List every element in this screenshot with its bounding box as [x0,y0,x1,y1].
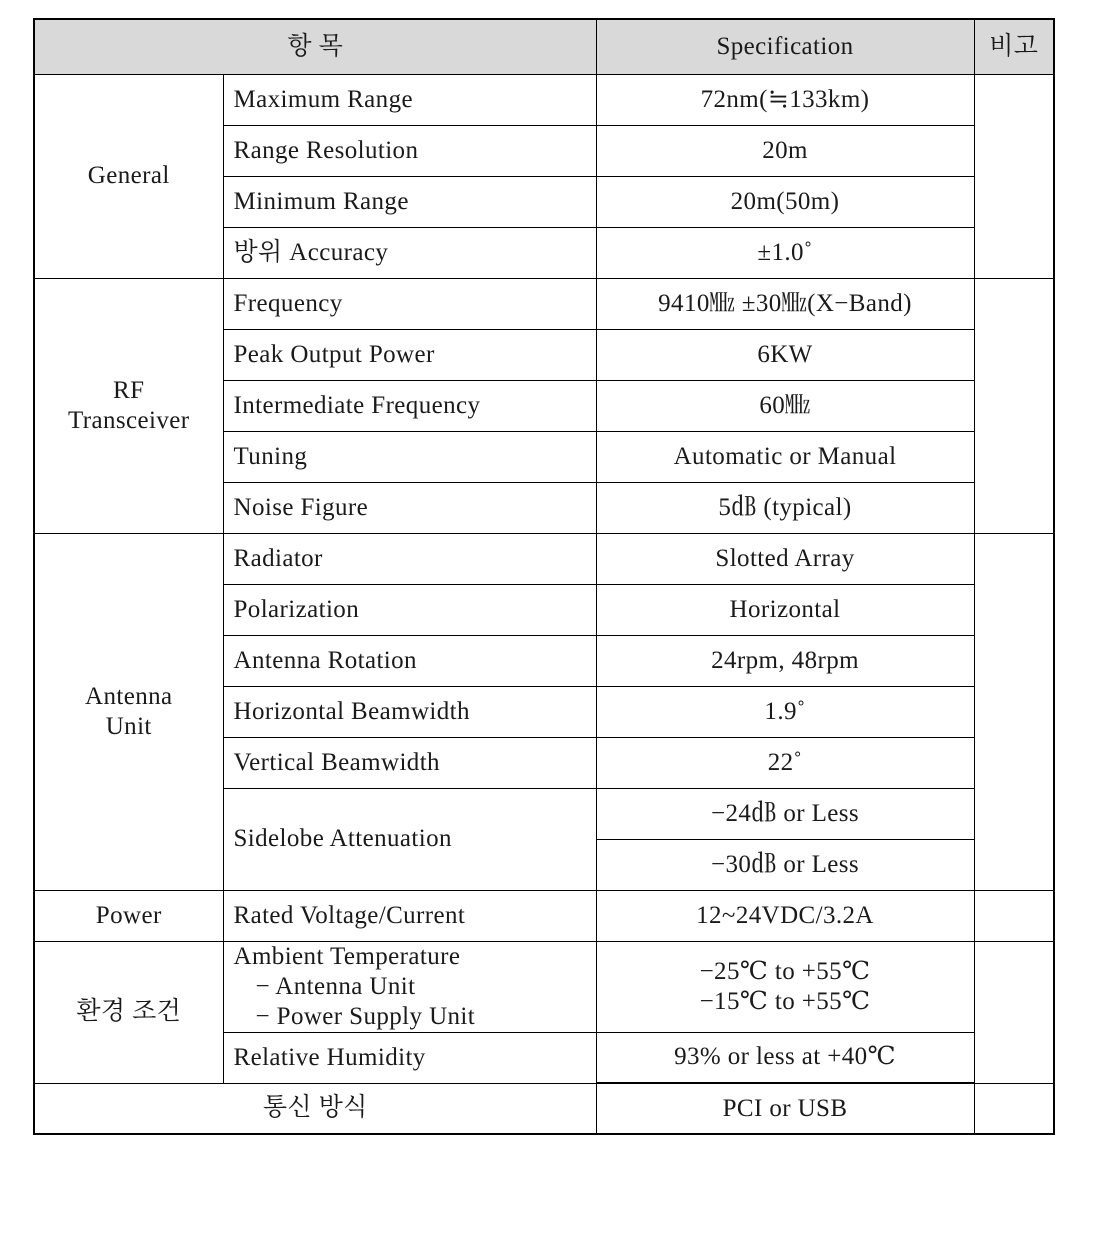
item-rated-voltage-current: Rated Voltage/Current [223,890,596,941]
spec-tuning: Automatic or Manual [596,431,974,482]
table-body [34,74,1054,1134]
header-category: 항 목 [34,19,596,74]
note-general [974,74,1054,278]
table-row [34,890,1054,941]
spec-horizontal-beamwidth: 1.9˚ [596,686,974,737]
note-environment [974,941,1054,1083]
spec-frequency: 9410㎒ ±30㎒(X−Band) [596,278,974,329]
item-frequency: Frequency [223,278,596,329]
spec-peak-output-power: 6KW [596,329,974,380]
item-ambient-temperature-title: Ambient Temperature [233,942,461,970]
table-row [34,941,1054,1032]
category-rf-transceiver [34,278,223,533]
spec-communication-method: PCI or USB [596,1083,974,1134]
spec-maximum-range: 72nm(≒133km) [596,74,974,125]
item-vertical-beamwidth: Vertical Beamwidth [223,737,596,788]
spec-ambient-temperature-antenna: −25℃ to +55℃ [699,957,871,985]
item-range-resolution: Range Resolution [223,125,596,176]
table-row [34,74,1054,125]
category-antenna-unit [34,533,223,890]
spec-sidelobe-attenuation-1: −24㏈ or Less [596,788,974,839]
spec-rated-voltage-current: 12~24VDC/3.2A [596,890,974,941]
item-peak-output-power: Peak Output Power [223,329,596,380]
category-rf-transceiver-line1: RF [113,376,145,404]
item-intermediate-frequency: Intermediate Frequency [223,380,596,431]
table-header [34,19,1054,74]
spec-ambient-temperature-power-supply: −15℃ to +55℃ [699,987,871,1015]
spec-polarization: Horizontal [596,584,974,635]
spec-antenna-rotation: 24rpm, 48rpm [596,635,974,686]
item-polarization: Polarization [223,584,596,635]
item-maximum-range: Maximum Range [223,74,596,125]
category-antenna-unit-line2: Unit [105,712,152,740]
item-relative-humidity: Relative Humidity [223,1032,596,1083]
item-horizontal-beamwidth: Horizontal Beamwidth [223,686,596,737]
item-sidelobe-attenuation: Sidelobe Attenuation [223,788,596,890]
item-tuning: Tuning [223,431,596,482]
spec-bearing-accuracy: ±1.0˚ [596,227,974,278]
spec-range-resolution: 20m [596,125,974,176]
header-specification: Specification [596,19,974,74]
spec-noise-figure: 5㏈ (typical) [596,482,974,533]
category-power: Power [34,890,223,941]
spec-sidelobe-attenuation-2: −30㏈ or Less [596,839,974,890]
note-rf-transceiver [974,278,1054,533]
item-antenna-rotation: Antenna Rotation [223,635,596,686]
note-communication-method [974,1083,1054,1134]
spec-intermediate-frequency: 60㎒ [596,380,974,431]
table-row [34,1083,1054,1134]
spec-ambient-temperature [596,941,974,1032]
header-note: 비고 [974,19,1054,74]
note-antenna-unit [974,533,1054,890]
item-ambient-temperature-antenna: − Antenna Unit [255,972,416,1000]
spec-minimum-range: 20m(50m) [596,176,974,227]
item-minimum-range: Minimum Range [223,176,596,227]
header-row [34,19,1054,74]
note-power [974,890,1054,941]
table-row [34,278,1054,329]
item-bearing-accuracy: 방위 Accuracy [223,227,596,278]
item-ambient-temperature-power-supply: − Power Supply Unit [255,1002,476,1030]
table-row [34,533,1054,584]
spec-radiator: Slotted Array [596,533,974,584]
item-ambient-temperature [223,941,596,1032]
specification-table [33,18,1055,1135]
spec-relative-humidity: 93% or less at +40℃ [596,1032,974,1083]
item-radiator: Radiator [223,533,596,584]
category-general: General [34,74,223,278]
category-environment: 환경 조건 [34,941,223,1083]
category-communication-method: 통신 방식 [34,1083,596,1134]
spec-vertical-beamwidth: 22˚ [596,737,974,788]
item-noise-figure: Noise Figure [223,482,596,533]
category-antenna-unit-line1: Antenna [85,682,173,710]
category-rf-transceiver-line2: Transceiver [67,406,190,434]
